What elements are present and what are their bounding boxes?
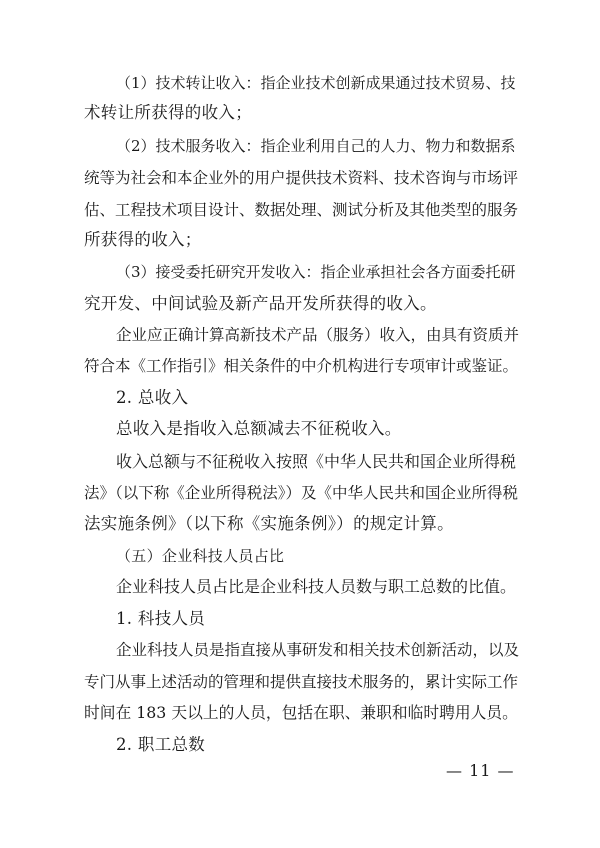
paragraph-line: （3）接受委托研究开发收入：指企业承担社会各方面委托研 (116, 263, 516, 281)
paragraph-line: 所获得的收入； (84, 230, 202, 249)
paragraph-line: 总收入是指收入总额减去不征税收入。 (116, 419, 402, 438)
paragraph-line: 专门从事上述活动的管理和提供直接技术服务的，累计实际工作 (84, 673, 519, 691)
paragraph-line: 法》（以下称《企业所得税法》）及《中华人民共和国企业所得税 (84, 484, 519, 502)
paragraph-line: 估、工程技术项目设计、数据处理、测试分析及其他类型的服务 (84, 201, 519, 219)
paragraph-line: 企业科技人员是指直接从事研发和相关技术创新活动，以及 (116, 641, 520, 659)
page-number: — 11 — (446, 761, 515, 780)
section-heading: 2. 总收入 (116, 388, 189, 407)
paragraph-line: （1）技术转让收入：指企业技术创新成果通过技术贸易、技 (116, 74, 516, 92)
paragraph-line: （2）技术服务收入：指企业利用自己的人力、物力和数据系 (116, 137, 516, 155)
section-heading: （五）企业科技人员占比 (116, 547, 285, 565)
paragraph-line: 企业科技人员占比是企业科技人员数与职工总数的比值。 (116, 577, 517, 596)
paragraph-line: 企业应正确计算高新技术产品（服务）收入，由具有资质并 (116, 326, 520, 344)
paragraph-line: 究开发、中间试验及新产品开发所获得的收入。 (84, 294, 437, 313)
paragraph-line: 收入总额与不征税收入按照《中华人民共和国企业所得税 (116, 452, 517, 471)
paragraph-line: 符合本《工作指引》相关条件的中介机构进行专项审计或鉴证。 (84, 357, 519, 375)
paragraph-line: 法实施条例》（以下称《实施条例》）的规定计算。 (84, 514, 454, 533)
paragraph-line: 时间在 183 天以上的人员，包括在职、兼职和临时聘用人员。 (84, 703, 518, 722)
section-heading: 1. 科技人员 (116, 609, 206, 628)
paragraph-line: 统等为社会和本企业外的用户提供技术资料、技术咨询与市场评 (84, 169, 519, 187)
section-heading: 2. 职工总数 (116, 735, 206, 754)
paragraph-line: 术转让所获得的收入； (84, 103, 252, 122)
